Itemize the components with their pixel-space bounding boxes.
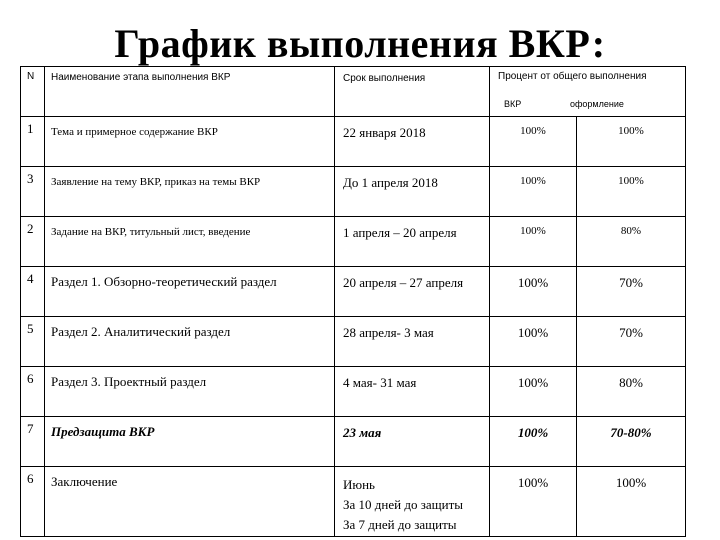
row-num: 1 (21, 117, 45, 167)
header-percent-vkr: ВКР (504, 99, 522, 109)
row-percent-format: 100% (577, 167, 686, 217)
row-num: 7 (21, 417, 45, 467)
row-num: 5 (21, 317, 45, 367)
row-percent-format: 80% (577, 367, 686, 417)
row-percent-vkr: 100% (490, 367, 577, 417)
row-deadline: 28 апреля- 3 мая (335, 317, 490, 367)
row-num: 6 (21, 467, 45, 537)
header-deadline: Срок выполнения (335, 67, 490, 117)
row-deadline: 23 мая (335, 417, 490, 467)
header-num: N (21, 67, 45, 117)
row-num: 3 (21, 167, 45, 217)
table-row (21, 167, 686, 217)
deadline-line: Июнь (343, 477, 375, 492)
header-percent (490, 67, 686, 117)
page-title: График выполнения ВКР: (114, 21, 606, 66)
row-deadline: 20 апреля – 27 апреля (335, 267, 490, 317)
row-stage: Заявление на тему ВКР, приказ на темы ВКР (45, 167, 335, 217)
table-row (21, 467, 686, 537)
table-row (21, 367, 686, 417)
row-percent-vkr: 100% (490, 217, 577, 267)
row-stage: Раздел 2. Аналитический раздел (45, 317, 335, 367)
table-row (21, 117, 686, 167)
row-percent-vkr: 100% (490, 167, 577, 217)
row-deadline: 4 мая- 31 мая (335, 367, 490, 417)
row-percent-format: 70-80% (577, 417, 686, 467)
row-percent-vkr: 100% (490, 117, 577, 167)
row-deadline: До 1 апреля 2018 (335, 167, 490, 217)
row-percent-format: 100% (577, 117, 686, 167)
table-row (21, 417, 686, 467)
row-stage: Тема и примерное содержание ВКР (45, 117, 335, 167)
row-percent-vkr: 100% (490, 417, 577, 467)
table-header-row (21, 67, 686, 117)
row-percent-format: 80% (577, 217, 686, 267)
row-stage: Предзащита ВКР (45, 417, 335, 467)
row-percent-format: 100% (577, 467, 686, 537)
deadline-line: За 10 дней до защиты (343, 497, 463, 512)
row-num: 2 (21, 217, 45, 267)
table-row (21, 317, 686, 367)
header-percent-label: Процент от общего выполнения (498, 71, 647, 82)
deadline-line: За 7 дней до защиты (343, 517, 457, 532)
row-num: 6 (21, 367, 45, 417)
row-percent-vkr: 100% (490, 267, 577, 317)
row-stage: Заключение (45, 467, 335, 537)
row-percent-format: 70% (577, 317, 686, 367)
header-stage: Наименование этапа выполнения ВКР (45, 67, 335, 117)
row-stage: Раздел 1. Обзорно-теоретический раздел (45, 267, 335, 317)
row-percent-vkr: 100% (490, 317, 577, 367)
row-num: 4 (21, 267, 45, 317)
header-percent-format: оформление (570, 99, 624, 109)
row-stage: Задание на ВКР, титульный лист, введение (45, 217, 335, 267)
row-deadline: 1 апреля – 20 апреля (335, 217, 490, 267)
row-deadline: 22 января 2018 (335, 117, 490, 167)
table-row (21, 217, 686, 267)
table-row (21, 267, 686, 317)
row-stage: Раздел 3. Проектный раздел (45, 367, 335, 417)
row-percent-format: 70% (577, 267, 686, 317)
row-percent-vkr: 100% (490, 467, 577, 537)
schedule-table (20, 66, 686, 537)
row-deadline (335, 467, 490, 537)
